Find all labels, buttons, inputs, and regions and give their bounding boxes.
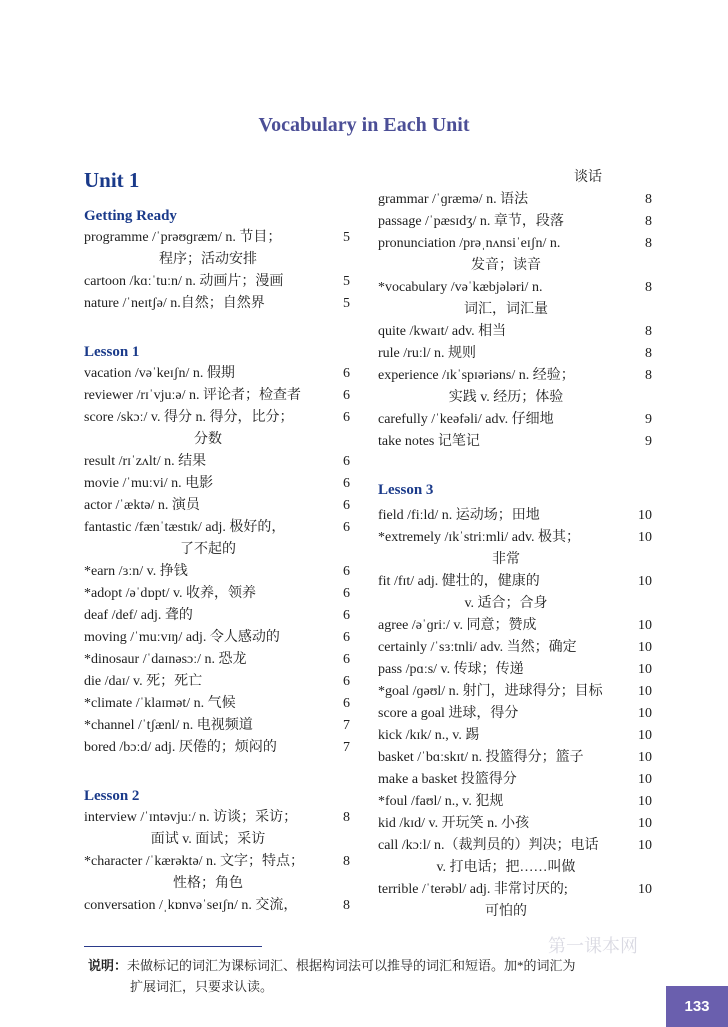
entry-page-number: 10 bbox=[638, 750, 652, 765]
entry-page-number: 10 bbox=[638, 574, 652, 589]
vocabulary-entry bbox=[378, 659, 652, 681]
section-heading: Lesson 1 bbox=[84, 344, 140, 360]
entry-page-number: 6 bbox=[343, 586, 350, 601]
entry-text: call /kɔːl/ n.（裁判员的）判决；电话 bbox=[378, 838, 599, 853]
entry-text: basket /ˈbɑːskɪt/ n. 投篮得分；篮子 bbox=[378, 750, 584, 765]
entry-continuation: 性格；角色 bbox=[173, 876, 243, 891]
entry-text: grammar /ˈɡræmə/ n. 语法 bbox=[378, 192, 529, 207]
entry-text: *adopt /əˈdɒpt/ v. 收养，领养 bbox=[84, 586, 257, 601]
vocabulary-entry bbox=[378, 835, 652, 879]
entry-page-number: 8 bbox=[645, 236, 652, 251]
entry-page-number: 10 bbox=[638, 530, 652, 545]
entry-text: *vocabulary /vəˈkæbjələri/ n. bbox=[378, 280, 543, 295]
entry-text: *extremely /ɪkˈstriːmli/ adv. 极其； bbox=[378, 530, 581, 545]
entry-text: nature /ˈneɪtʃə/ n.自然；自然界 bbox=[84, 296, 265, 311]
vocabulary-entry bbox=[378, 681, 652, 703]
footnote-line-1: 未做标记的词汇为课标词汇、根据构词法可以推导的词汇和短语。加*的词汇为 bbox=[127, 958, 576, 973]
entry-text: movie /ˈmuːvi/ n. 电影 bbox=[84, 476, 214, 491]
entry-continuation: 了不起的 bbox=[180, 542, 236, 557]
entry-page-number: 10 bbox=[638, 794, 652, 809]
vocabulary-entry bbox=[378, 211, 652, 233]
entry-text: score /skɔː/ v. 得分 n. 得分，比分； bbox=[84, 410, 294, 425]
entry-page-number: 5 bbox=[343, 230, 350, 245]
entry-text: terrible /ˈterəbl/ adj. 非常讨厌的; bbox=[378, 882, 568, 897]
entry-page-number: 8 bbox=[645, 214, 652, 229]
vocabulary-entry bbox=[84, 807, 350, 851]
entry-text: score a goal 进球，得分 bbox=[378, 706, 519, 721]
entry-page-number: 6 bbox=[343, 630, 350, 645]
entry-text: *foul /faʊl/ n., v. 犯规 bbox=[378, 794, 504, 809]
entry-page-number: 8 bbox=[645, 192, 652, 207]
entry-page-number: 10 bbox=[638, 728, 652, 743]
vocabulary-entry bbox=[378, 233, 652, 277]
entry-text: quite /kwaɪt/ adv. 相当 bbox=[378, 324, 507, 339]
entry-text: take notes 记笔记 bbox=[378, 434, 480, 449]
entry-page-number: 8 bbox=[343, 898, 350, 913]
entry-page-number: 6 bbox=[343, 388, 350, 403]
entry-text: *dinosaur /ˈdaɪnəsɔː/ n. 恐龙 bbox=[84, 652, 247, 667]
vocabulary-entry bbox=[378, 321, 652, 343]
footnote-divider bbox=[84, 946, 262, 947]
entry-page-number: 10 bbox=[638, 662, 652, 677]
vocabulary-entry bbox=[378, 409, 652, 431]
entry-text: fit /fɪt/ adj. 健壮的，健康的 bbox=[378, 574, 540, 589]
entry-page-number: 10 bbox=[638, 882, 652, 897]
entry-text: fantastic /fænˈtæstɪk/ adj. 极好的， bbox=[84, 520, 286, 535]
entry-text: kid /kɪd/ v. 开玩笑 n. 小孩 bbox=[378, 816, 530, 831]
entry-page-number: 10 bbox=[638, 838, 652, 853]
page-number: 133 bbox=[666, 986, 728, 1027]
entry-page-number: 6 bbox=[343, 564, 350, 579]
entry-text: pass /pɑːs/ v. 传球；传递 bbox=[378, 662, 524, 677]
entry-page-number: 10 bbox=[638, 640, 652, 655]
entry-continuation: v. 打电话；把……叫做 bbox=[436, 860, 576, 875]
entry-page-number: 6 bbox=[343, 696, 350, 711]
vocabulary-entry bbox=[378, 769, 652, 791]
entry-continuation: 实践 v. 经历；体验 bbox=[448, 390, 564, 405]
vocabulary-entry bbox=[378, 431, 652, 453]
vocabulary-entry bbox=[84, 271, 350, 293]
vocabulary-entry bbox=[84, 495, 350, 517]
entry-page-number: 8 bbox=[645, 346, 652, 361]
entry-continuation: 可怕的 bbox=[485, 904, 527, 919]
vocabulary-entry bbox=[378, 343, 652, 365]
entry-text: *goal /ɡəʊl/ n. 射门，进球得分；目标 bbox=[378, 684, 603, 699]
entry-text: *climate /ˈklaɪmət/ n. 气候 bbox=[84, 696, 236, 711]
vocabulary-entry bbox=[84, 649, 350, 671]
entry-page-number: 10 bbox=[638, 618, 652, 633]
vocabulary-entry bbox=[84, 693, 350, 715]
entry-text: certainly /ˈsɜːtnli/ adv. 当然；确定 bbox=[378, 640, 577, 655]
entry-continuation: v. 适合；合身 bbox=[464, 596, 548, 611]
vocabulary-entry bbox=[84, 561, 350, 583]
vocabulary-entry bbox=[378, 747, 652, 769]
entry-page-number: 6 bbox=[343, 498, 350, 513]
entry-page-number: 6 bbox=[343, 476, 350, 491]
vocabulary-entry bbox=[84, 227, 350, 271]
vocabulary-left-column bbox=[84, 205, 350, 917]
vocabulary-right-column bbox=[378, 167, 652, 923]
entry-continuation: 发音；读音 bbox=[471, 258, 541, 273]
entry-text: result /rɪˈzʌlt/ n. 结果 bbox=[84, 454, 207, 469]
vocabulary-entry bbox=[84, 605, 350, 627]
vocabulary-entry bbox=[84, 385, 350, 407]
entry-text: cartoon /kɑːˈtuːn/ n. 动画片；漫画 bbox=[84, 274, 284, 289]
vocabulary-entry bbox=[378, 571, 652, 615]
vocabulary-entry bbox=[84, 627, 350, 649]
vocabulary-entry bbox=[378, 791, 652, 813]
entry-page-number: 6 bbox=[343, 520, 350, 535]
vocabulary-entry bbox=[378, 167, 652, 189]
entry-page-number: 7 bbox=[343, 740, 350, 755]
entry-text: 谈话 bbox=[574, 170, 602, 185]
vocabulary-entry bbox=[378, 725, 652, 747]
section-heading: Lesson 3 bbox=[378, 482, 434, 498]
entry-page-number: 8 bbox=[343, 810, 350, 825]
vocabulary-entry bbox=[84, 737, 350, 759]
entry-page-number: 6 bbox=[343, 366, 350, 381]
vocabulary-entry bbox=[378, 615, 652, 637]
vocabulary-entry bbox=[378, 879, 652, 923]
entry-page-number: 10 bbox=[638, 772, 652, 787]
entry-text: field /fiːld/ n. 运动场；田地 bbox=[378, 508, 540, 523]
entry-page-number: 8 bbox=[645, 324, 652, 339]
entry-text: experience /ɪkˈspɪəriəns/ n. 经验； bbox=[378, 368, 575, 383]
entry-page-number: 10 bbox=[638, 706, 652, 721]
entry-page-number: 8 bbox=[645, 280, 652, 295]
entry-page-number: 10 bbox=[638, 684, 652, 699]
vocabulary-entry bbox=[378, 637, 652, 659]
section-heading: Getting Ready bbox=[84, 208, 177, 224]
entry-text: agree /əˈɡriː/ v. 同意；赞成 bbox=[378, 618, 537, 633]
entry-text: reviewer /rɪˈvjuːə/ n. 评论者；检查者 bbox=[84, 388, 301, 403]
entry-text: rule /ruːl/ n. 规则 bbox=[378, 346, 476, 361]
footnote-line-2: 扩展词汇，只要求认读。 bbox=[130, 979, 274, 994]
vocabulary-entry bbox=[378, 527, 652, 571]
entry-text: conversation /ˌkɒnvəˈseɪʃn/ n. 交流， bbox=[84, 898, 298, 913]
entry-text: vacation /vəˈkeɪʃn/ n. 假期 bbox=[84, 366, 235, 381]
entry-continuation: 非常 bbox=[492, 552, 520, 567]
vocabulary-entry bbox=[378, 365, 652, 409]
vocabulary-entry bbox=[378, 505, 652, 527]
entry-page-number: 6 bbox=[343, 608, 350, 623]
entry-page-number: 9 bbox=[645, 412, 652, 427]
entry-text: kick /kɪk/ n., v. 踢 bbox=[378, 728, 480, 743]
entry-page-number: 9 bbox=[645, 434, 652, 449]
vocabulary-entry bbox=[84, 671, 350, 693]
entry-text: *earn /ɜːn/ v. 挣钱 bbox=[84, 564, 188, 579]
vocabulary-entry bbox=[378, 813, 652, 835]
vocabulary-entry bbox=[84, 851, 350, 895]
entry-text: passage /ˈpæsɪdʒ/ n. 章节，段落 bbox=[378, 214, 564, 229]
section-heading: Lesson 2 bbox=[84, 788, 140, 804]
entry-text: moving /ˈmuːvɪŋ/ adj. 令人感动的 bbox=[84, 630, 280, 645]
entry-text: carefully /ˈkeəfəli/ adv. 仔细地 bbox=[378, 412, 554, 427]
entry-text: pronunciation /prəˌnʌnsiˈeɪʃn/ n. bbox=[378, 236, 561, 251]
entry-page-number: 7 bbox=[343, 718, 350, 733]
entry-text: actor /ˈæktə/ n. 演员 bbox=[84, 498, 200, 513]
entry-continuation: 分数 bbox=[194, 432, 222, 447]
entry-page-number: 10 bbox=[638, 508, 652, 523]
vocabulary-entry bbox=[84, 715, 350, 737]
unit-title: Unit 1 bbox=[84, 168, 140, 192]
entry-page-number: 5 bbox=[343, 296, 350, 311]
vocabulary-entry bbox=[378, 277, 652, 321]
entry-page-number: 6 bbox=[343, 652, 350, 667]
entry-text: *character /ˈkærəktə/ n. 文字；特点； bbox=[84, 854, 305, 869]
entry-continuation: 词汇，词汇量 bbox=[464, 302, 548, 317]
entry-text: die /daɪ/ v. 死；死亡 bbox=[84, 674, 203, 689]
entry-page-number: 6 bbox=[343, 410, 350, 425]
vocabulary-entry bbox=[84, 293, 350, 315]
entry-page-number: 8 bbox=[343, 854, 350, 869]
entry-text: bored /bɔːd/ adj. 厌倦的；烦闷的 bbox=[84, 740, 277, 755]
watermark: 第一课本网 bbox=[548, 936, 638, 957]
vocabulary-entry bbox=[84, 473, 350, 495]
vocabulary-entry bbox=[378, 703, 652, 725]
vocabulary-entry bbox=[84, 895, 350, 917]
entry-page-number: 8 bbox=[645, 368, 652, 383]
entry-text: *channel /ˈtʃænl/ n. 电视频道 bbox=[84, 718, 253, 733]
vocabulary-entry bbox=[84, 407, 350, 451]
vocabulary-entry bbox=[378, 189, 652, 211]
vocabulary-entry bbox=[84, 363, 350, 385]
entry-text: interview /ˈɪntəvjuː/ n. 访谈；采访； bbox=[84, 810, 298, 825]
footnote-label: 说明： bbox=[88, 958, 128, 973]
entry-page-number: 6 bbox=[343, 674, 350, 689]
entry-page-number: 10 bbox=[638, 816, 652, 831]
entry-text: deaf /def/ adj. 聋的 bbox=[84, 608, 193, 623]
entry-page-number: 6 bbox=[343, 454, 350, 469]
entry-page-number: 5 bbox=[343, 274, 350, 289]
footnote bbox=[88, 955, 688, 997]
entry-text: programme /ˈprəʊɡræm/ n. 节目； bbox=[84, 230, 282, 245]
vocabulary-entry bbox=[84, 451, 350, 473]
entry-text: make a basket 投篮得分 bbox=[378, 772, 517, 787]
entry-continuation: 程序；活动安排 bbox=[159, 252, 257, 267]
page-title: Vocabulary in Each Unit bbox=[258, 114, 470, 136]
vocabulary-entry bbox=[84, 583, 350, 605]
vocabulary-entry bbox=[84, 517, 350, 561]
entry-continuation: 面试 v. 面试；采访 bbox=[150, 832, 266, 847]
